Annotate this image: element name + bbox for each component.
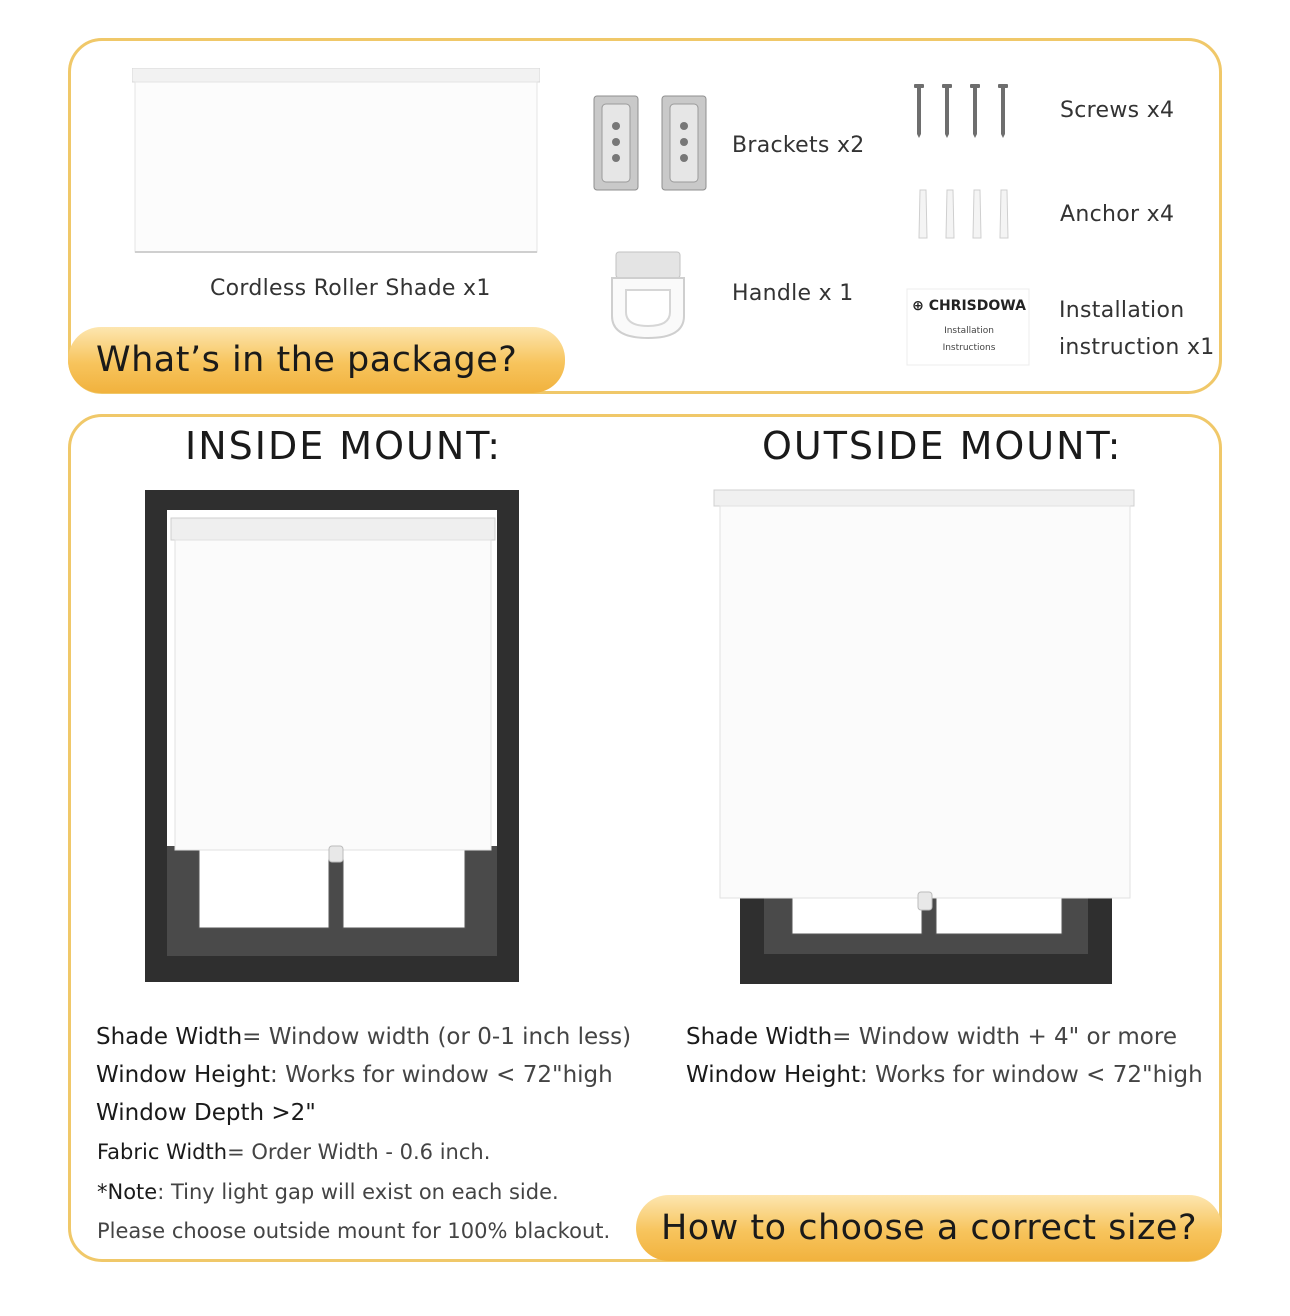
inside-spec-note: *Note: Tiny light gap will exist on each side. bbox=[97, 1180, 559, 1204]
brackets-image bbox=[592, 94, 712, 192]
roller-shade-image bbox=[132, 68, 540, 254]
outside-spec-shade-width: Shade Width= Window width + 4" or more bbox=[686, 1024, 1177, 1050]
manual-line2: Instructions bbox=[942, 343, 996, 353]
instruction-label-line1: Installation bbox=[1059, 298, 1185, 323]
inside-spec-note-2: Please choose outside mount for 100% blackout. bbox=[97, 1219, 611, 1243]
anchor-label: Anchor x4 bbox=[1060, 202, 1175, 227]
package-title: What’s in the package? bbox=[68, 327, 565, 393]
manual-line1: Installation bbox=[944, 326, 994, 336]
size-guide-title: How to choose a correct size? bbox=[636, 1195, 1222, 1261]
brackets-label: Brackets x2 bbox=[732, 133, 865, 158]
brand-logo-icon: ⊕ bbox=[912, 298, 929, 314]
handle-image bbox=[608, 250, 688, 342]
inside-mount-illustration bbox=[145, 490, 519, 982]
inside-spec-window-height: Window Height: Works for window < 72"high bbox=[96, 1062, 613, 1088]
instruction-label-line2: instruction x1 bbox=[1059, 335, 1215, 360]
shade-label: Cordless Roller Shade x1 bbox=[210, 276, 491, 301]
inside-spec-fabric-width: Fabric Width= Order Width - 0.6 inch. bbox=[97, 1140, 491, 1164]
inside-mount-heading: INSIDE MOUNT: bbox=[185, 424, 503, 468]
inside-spec-window-depth: Window Depth >2" bbox=[96, 1100, 316, 1126]
inside-spec-shade-width: Shade Width= Window width (or 0-1 inch less) bbox=[96, 1024, 632, 1050]
anchors-image bbox=[910, 188, 1014, 240]
screws-image bbox=[908, 84, 1018, 138]
handle-label: Handle x 1 bbox=[732, 281, 854, 306]
outside-mount-illustration bbox=[712, 488, 1136, 984]
outside-mount-heading: OUTSIDE MOUNT: bbox=[762, 424, 1123, 468]
manual-brand: ⊕ CHRISDOWA bbox=[912, 298, 1026, 314]
outside-spec-window-height: Window Height: Works for window < 72"high bbox=[686, 1062, 1203, 1088]
screws-label: Screws x4 bbox=[1060, 98, 1175, 123]
